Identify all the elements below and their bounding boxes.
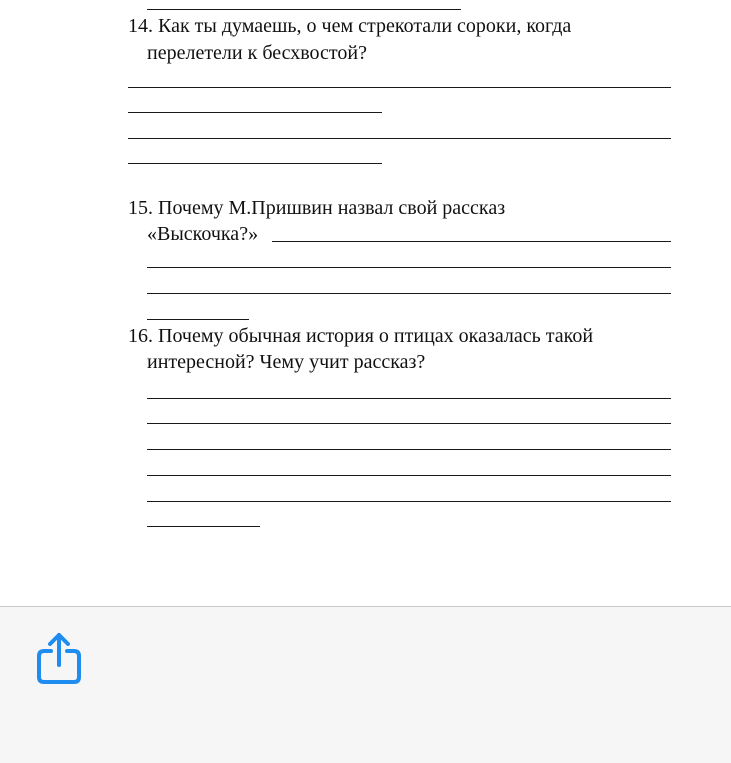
answer-line bbox=[147, 501, 671, 502]
share-icon bbox=[34, 629, 84, 691]
answer-line bbox=[128, 87, 671, 88]
answer-line bbox=[128, 138, 671, 139]
answer-line bbox=[128, 112, 382, 113]
question-16-line-1: 16. Почему обычная история о птицах оказалась такой bbox=[128, 325, 594, 347]
answer-line bbox=[147, 319, 249, 320]
answer-line bbox=[272, 241, 671, 242]
answer-line bbox=[147, 475, 671, 476]
answer-line bbox=[147, 9, 461, 10]
question-14-line-2: перелетели к бесхвостой? bbox=[147, 42, 367, 64]
question-15-line-2: «Выскочка?» bbox=[147, 223, 259, 245]
question-15-line-1: 15. Почему М.Пришвин назвал свой рассказ bbox=[128, 197, 506, 219]
answer-line bbox=[147, 449, 671, 450]
answer-line bbox=[147, 423, 671, 424]
question-14-line-1: 14. Как ты думаешь, о чем стрекотали сороки, когда bbox=[128, 15, 572, 37]
answer-line bbox=[147, 526, 260, 527]
share-button[interactable] bbox=[34, 629, 84, 691]
answer-line bbox=[147, 293, 671, 294]
bottom-toolbar bbox=[0, 606, 731, 763]
question-16-line-2: интересной? Чему учит рассказ? bbox=[147, 351, 426, 373]
answer-line bbox=[147, 267, 671, 268]
answer-line bbox=[147, 398, 671, 399]
answer-line bbox=[128, 163, 382, 164]
